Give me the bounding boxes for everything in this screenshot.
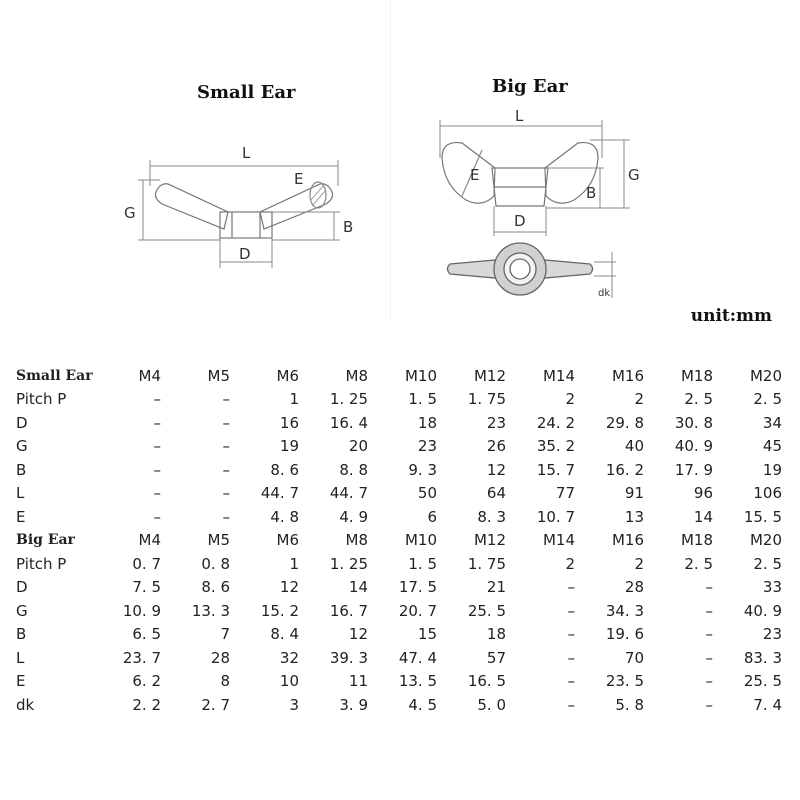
value-cell: – bbox=[222, 437, 230, 456]
size-header-cell: M14 bbox=[542, 531, 575, 550]
row-label-cell: L bbox=[16, 484, 25, 503]
value-cell: 2. 7 bbox=[201, 695, 230, 714]
value-cell: 12 bbox=[348, 625, 368, 644]
value-cell: 16 bbox=[279, 413, 299, 432]
value-cell: – bbox=[153, 484, 161, 503]
section-header-cell: Small Ear bbox=[16, 367, 93, 384]
unit-label: unit:mm bbox=[690, 306, 772, 326]
big-ear-left-wing bbox=[442, 143, 495, 204]
value-cell: 19 bbox=[762, 460, 782, 479]
small-ear-hub bbox=[220, 212, 272, 238]
size-header-cell: M10 bbox=[404, 531, 437, 550]
value-cell: 10. 9 bbox=[122, 601, 161, 620]
value-cell: 32 bbox=[279, 648, 299, 667]
value-cell: – bbox=[222, 460, 230, 479]
value-cell: 28 bbox=[210, 648, 230, 667]
value-cell: – bbox=[567, 672, 575, 691]
value-cell: – bbox=[222, 484, 230, 503]
value-cell: 25. 5 bbox=[743, 672, 782, 691]
row-label-cell: D bbox=[16, 413, 28, 432]
big-ear-label-b: B bbox=[586, 184, 597, 202]
value-cell: 40 bbox=[624, 437, 644, 456]
value-cell: 39. 3 bbox=[329, 648, 368, 667]
row-label-cell: B bbox=[16, 625, 27, 644]
value-cell: 2. 5 bbox=[753, 390, 782, 409]
value-cell: 24. 2 bbox=[536, 413, 575, 432]
value-cell: 1. 5 bbox=[408, 390, 437, 409]
table-row bbox=[16, 646, 782, 670]
big-ear-title: Big Ear bbox=[492, 76, 568, 97]
value-cell: 8. 4 bbox=[270, 625, 299, 644]
value-cell: 5. 8 bbox=[615, 695, 644, 714]
value-cell: 91 bbox=[624, 484, 644, 503]
value-cell: 15 bbox=[417, 625, 437, 644]
size-header-cell: M6 bbox=[276, 531, 299, 550]
value-cell: 15. 2 bbox=[260, 601, 299, 620]
value-cell: 6 bbox=[427, 507, 437, 526]
size-header-cell: M20 bbox=[749, 366, 782, 385]
value-cell: 16. 4 bbox=[329, 413, 368, 432]
value-cell: 14 bbox=[348, 578, 368, 597]
size-header-cell: M5 bbox=[207, 531, 230, 550]
value-cell: – bbox=[222, 507, 230, 526]
value-cell: 15. 7 bbox=[536, 460, 575, 479]
table-row bbox=[16, 482, 782, 506]
big-ear-label-d: D bbox=[514, 212, 526, 230]
table-row bbox=[16, 552, 782, 576]
value-cell: 45 bbox=[762, 437, 782, 456]
table-row bbox=[16, 505, 782, 529]
row-label-cell: Pitch P bbox=[16, 554, 67, 573]
value-cell: 47. 4 bbox=[398, 648, 437, 667]
row-label-cell: dk bbox=[16, 695, 35, 714]
value-cell: 12 bbox=[486, 460, 506, 479]
row-label-cell: E bbox=[16, 507, 26, 526]
value-cell: 8. 6 bbox=[201, 578, 230, 597]
value-cell: 16. 7 bbox=[329, 601, 368, 620]
table-row bbox=[16, 388, 782, 412]
value-cell: 8. 6 bbox=[270, 460, 299, 479]
row-label-cell: B bbox=[16, 460, 27, 479]
value-cell: 4. 9 bbox=[339, 507, 368, 526]
value-cell: 29. 8 bbox=[605, 413, 644, 432]
value-cell: 83. 3 bbox=[743, 648, 782, 667]
value-cell: 12 bbox=[279, 578, 299, 597]
value-cell: – bbox=[567, 648, 575, 667]
size-header-cell: M4 bbox=[138, 531, 161, 550]
value-cell: – bbox=[567, 601, 575, 620]
value-cell: – bbox=[153, 390, 161, 409]
value-cell: 23 bbox=[762, 625, 782, 644]
value-cell: – bbox=[705, 601, 713, 620]
value-cell: 13 bbox=[624, 507, 644, 526]
value-cell: 44. 7 bbox=[329, 484, 368, 503]
value-cell: 7 bbox=[220, 625, 230, 644]
value-cell: 3. 9 bbox=[339, 695, 368, 714]
value-cell: 8 bbox=[220, 672, 230, 691]
value-cell: 2. 5 bbox=[684, 390, 713, 409]
value-cell: – bbox=[567, 695, 575, 714]
value-cell: 0. 8 bbox=[201, 554, 230, 573]
value-cell: 2 bbox=[565, 554, 575, 573]
specification-table bbox=[16, 364, 782, 717]
value-cell: 6. 2 bbox=[132, 672, 161, 691]
value-cell: 2 bbox=[634, 554, 644, 573]
table-row bbox=[16, 670, 782, 694]
table-row bbox=[16, 435, 782, 459]
table-header-row bbox=[16, 364, 782, 388]
value-cell: 14 bbox=[693, 507, 713, 526]
value-cell: 17. 5 bbox=[398, 578, 437, 597]
small-ear-label-g: G bbox=[124, 204, 136, 222]
value-cell: 5. 0 bbox=[477, 695, 506, 714]
small-ear-label-e: E bbox=[294, 170, 304, 188]
value-cell: 7. 5 bbox=[132, 578, 161, 597]
value-cell: 34 bbox=[762, 413, 782, 432]
value-cell: 6. 5 bbox=[132, 625, 161, 644]
value-cell: 13. 5 bbox=[398, 672, 437, 691]
value-cell: 1. 75 bbox=[467, 554, 506, 573]
value-cell: 18 bbox=[417, 413, 437, 432]
value-cell: 1. 25 bbox=[329, 554, 368, 573]
value-cell: – bbox=[153, 507, 161, 526]
value-cell: 8. 3 bbox=[477, 507, 506, 526]
size-header-cell: M6 bbox=[276, 366, 299, 385]
value-cell: – bbox=[222, 390, 230, 409]
value-cell: – bbox=[705, 625, 713, 644]
table-row bbox=[16, 623, 782, 647]
value-cell: 23 bbox=[417, 437, 437, 456]
value-cell: 1. 5 bbox=[408, 554, 437, 573]
table-header-row bbox=[16, 529, 782, 553]
value-cell: 57 bbox=[486, 648, 506, 667]
table-row bbox=[16, 599, 782, 623]
row-label-cell: G bbox=[16, 601, 28, 620]
value-cell: 11 bbox=[348, 672, 368, 691]
small-ear-title: Small Ear bbox=[197, 82, 296, 103]
value-cell: 16. 5 bbox=[467, 672, 506, 691]
small-ear-diagram bbox=[0, 0, 390, 320]
value-cell: 96 bbox=[693, 484, 713, 503]
value-cell: 23 bbox=[486, 413, 506, 432]
value-cell: 2 bbox=[634, 390, 644, 409]
value-cell: – bbox=[705, 648, 713, 667]
big-ear-label-e: E bbox=[470, 166, 480, 184]
size-header-cell: M8 bbox=[345, 366, 368, 385]
table-row bbox=[16, 411, 782, 435]
value-cell: 1 bbox=[289, 554, 299, 573]
row-label-cell: D bbox=[16, 578, 28, 597]
value-cell: – bbox=[705, 695, 713, 714]
value-cell: 18 bbox=[486, 625, 506, 644]
value-cell: 3 bbox=[289, 695, 299, 714]
value-cell: 20. 7 bbox=[398, 601, 437, 620]
value-cell: 8. 8 bbox=[339, 460, 368, 479]
value-cell: 4. 5 bbox=[408, 695, 437, 714]
value-cell: – bbox=[153, 460, 161, 479]
value-cell: 16. 2 bbox=[605, 460, 644, 479]
value-cell: 10 bbox=[279, 672, 299, 691]
value-cell: 2. 5 bbox=[753, 554, 782, 573]
value-cell: 23. 7 bbox=[122, 648, 161, 667]
value-cell: 15. 5 bbox=[743, 507, 782, 526]
big-ear-bottom-view bbox=[448, 243, 593, 295]
size-header-cell: M12 bbox=[473, 531, 506, 550]
value-cell: 2. 2 bbox=[132, 695, 161, 714]
value-cell: 44. 7 bbox=[260, 484, 299, 503]
value-cell: 0. 7 bbox=[132, 554, 161, 573]
value-cell: 21 bbox=[486, 578, 506, 597]
size-header-cell: M8 bbox=[345, 531, 368, 550]
size-header-cell: M4 bbox=[138, 366, 161, 385]
small-ear-label-l: L bbox=[242, 144, 251, 162]
value-cell: – bbox=[567, 625, 575, 644]
value-cell: 13. 3 bbox=[191, 601, 230, 620]
value-cell: 20 bbox=[348, 437, 368, 456]
row-label-cell: E bbox=[16, 672, 26, 691]
value-cell: 64 bbox=[486, 484, 506, 503]
big-ear-label-dk: dk bbox=[598, 288, 611, 299]
value-cell: 26 bbox=[486, 437, 506, 456]
size-header-cell: M20 bbox=[749, 531, 782, 550]
value-cell: 17. 9 bbox=[674, 460, 713, 479]
value-cell: – bbox=[222, 413, 230, 432]
table-row bbox=[16, 576, 782, 600]
small-ear-label-b: B bbox=[343, 218, 354, 236]
value-cell: 106 bbox=[753, 484, 782, 503]
value-cell: 40. 9 bbox=[743, 601, 782, 620]
value-cell: 9. 3 bbox=[408, 460, 437, 479]
value-cell: 77 bbox=[555, 484, 575, 503]
value-cell: 2. 5 bbox=[684, 554, 713, 573]
value-cell: 19. 6 bbox=[605, 625, 644, 644]
big-ear-diagram bbox=[390, 0, 800, 320]
value-cell: 40. 9 bbox=[674, 437, 713, 456]
value-cell: – bbox=[153, 437, 161, 456]
size-header-cell: M14 bbox=[542, 366, 575, 385]
size-header-cell: M12 bbox=[473, 366, 506, 385]
value-cell: – bbox=[567, 578, 575, 597]
table-row bbox=[16, 693, 782, 717]
value-cell: 1. 25 bbox=[329, 390, 368, 409]
value-cell: 35. 2 bbox=[536, 437, 575, 456]
value-cell: 34. 3 bbox=[605, 601, 644, 620]
value-cell: 33 bbox=[762, 578, 782, 597]
value-cell: 1. 75 bbox=[467, 390, 506, 409]
value-cell: 23. 5 bbox=[605, 672, 644, 691]
value-cell: 50 bbox=[417, 484, 437, 503]
value-cell: – bbox=[705, 578, 713, 597]
value-cell: 30. 8 bbox=[674, 413, 713, 432]
value-cell: 4. 8 bbox=[270, 507, 299, 526]
value-cell: 10. 7 bbox=[536, 507, 575, 526]
value-cell: 1 bbox=[289, 390, 299, 409]
row-label-cell: L bbox=[16, 648, 25, 667]
row-label-cell: Pitch P bbox=[16, 390, 67, 409]
specification-table-body bbox=[16, 364, 782, 717]
size-header-cell: M18 bbox=[680, 531, 713, 550]
value-cell: 19 bbox=[279, 437, 299, 456]
value-cell: 2 bbox=[565, 390, 575, 409]
big-ear-label-g: G bbox=[628, 166, 640, 184]
size-header-cell: M10 bbox=[404, 366, 437, 385]
value-cell: 25. 5 bbox=[467, 601, 506, 620]
size-header-cell: M5 bbox=[207, 366, 230, 385]
value-cell: – bbox=[705, 672, 713, 691]
size-header-cell: M16 bbox=[611, 531, 644, 550]
big-ear-label-l: L bbox=[515, 107, 524, 125]
section-header-cell: Big Ear bbox=[16, 532, 75, 549]
size-header-cell: M18 bbox=[680, 366, 713, 385]
value-cell: – bbox=[153, 413, 161, 432]
size-header-cell: M16 bbox=[611, 366, 644, 385]
row-label-cell: G bbox=[16, 437, 28, 456]
small-ear-label-d: D bbox=[239, 245, 251, 263]
value-cell: 70 bbox=[624, 648, 644, 667]
value-cell: 7. 4 bbox=[753, 695, 782, 714]
value-cell: 28 bbox=[624, 578, 644, 597]
table-row bbox=[16, 458, 782, 482]
small-ear-left-wing bbox=[155, 184, 228, 229]
